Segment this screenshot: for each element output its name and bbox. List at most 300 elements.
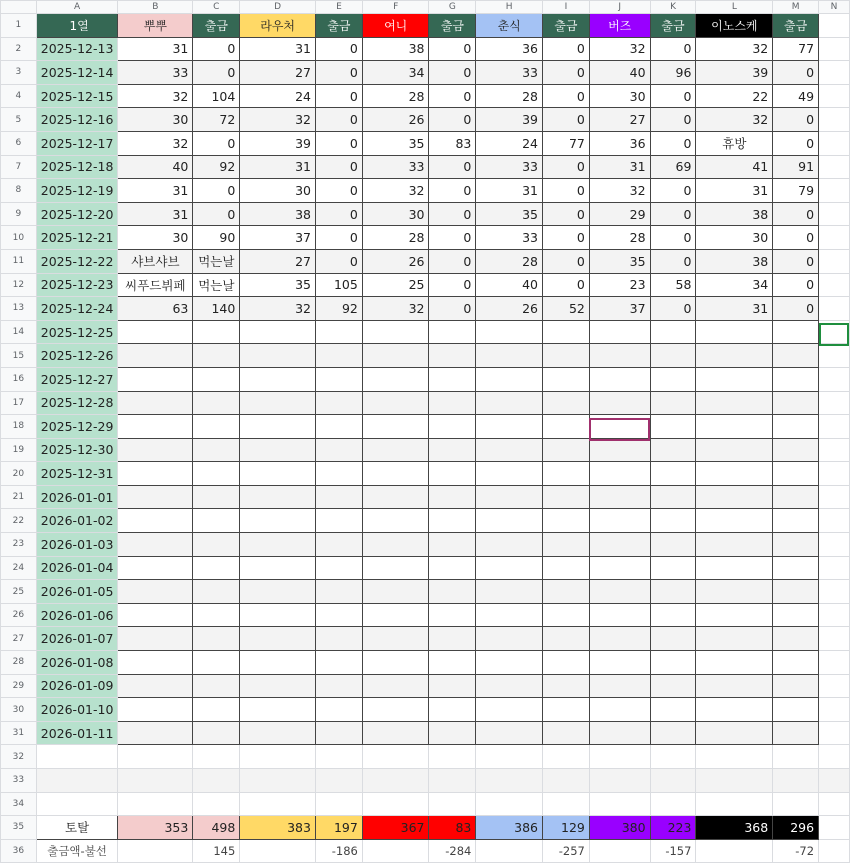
header-cell[interactable]: 출금	[543, 14, 590, 38]
value-cell[interactable]	[118, 462, 193, 486]
value-cell[interactable]: 30	[589, 84, 650, 108]
empty-cell[interactable]	[819, 651, 850, 675]
empty-cell[interactable]	[819, 533, 850, 557]
empty-cell[interactable]	[819, 37, 850, 61]
value-cell[interactable]: 41	[696, 155, 773, 179]
value-cell[interactable]	[240, 320, 316, 344]
value-cell[interactable]: 32	[696, 37, 773, 61]
value-cell[interactable]: 30	[240, 179, 316, 203]
empty-cell[interactable]	[362, 769, 429, 793]
total-value-cell[interactable]: 129	[543, 816, 590, 840]
total-value-cell[interactable]: 498	[193, 816, 240, 840]
value-cell[interactable]: 28	[476, 84, 543, 108]
date-cell[interactable]: 2025-12-16	[36, 108, 118, 132]
value-cell[interactable]: 0	[773, 226, 819, 250]
value-cell[interactable]	[362, 533, 429, 557]
value-cell[interactable]	[696, 320, 773, 344]
column-header-b[interactable]: B	[118, 1, 193, 14]
value-cell[interactable]	[315, 320, 362, 344]
empty-cell[interactable]	[543, 792, 590, 816]
value-cell[interactable]	[429, 698, 476, 722]
value-cell[interactable]: 0	[429, 84, 476, 108]
value-cell[interactable]: 0	[650, 131, 696, 155]
row-number[interactable]: 27	[1, 627, 37, 651]
row-number[interactable]: 20	[1, 462, 37, 486]
value-cell[interactable]	[118, 674, 193, 698]
date-cell[interactable]: 2025-12-14	[36, 61, 118, 85]
date-cell[interactable]: 2025-12-18	[36, 155, 118, 179]
value-cell[interactable]: 33	[476, 226, 543, 250]
value-cell[interactable]	[240, 533, 316, 557]
value-cell[interactable]	[773, 580, 819, 604]
value-cell[interactable]: 31	[240, 155, 316, 179]
value-cell[interactable]: 0	[193, 179, 240, 203]
value-cell[interactable]	[476, 415, 543, 439]
row-number[interactable]: 25	[1, 580, 37, 604]
value-cell[interactable]	[429, 674, 476, 698]
value-cell[interactable]: 30	[362, 202, 429, 226]
row-number[interactable]: 8	[1, 179, 37, 203]
row-number[interactable]: 34	[1, 792, 37, 816]
value-cell[interactable]: 90	[193, 226, 240, 250]
date-cell[interactable]: 2025-12-13	[36, 37, 118, 61]
value-cell[interactable]: 먹는날	[193, 273, 240, 297]
empty-cell[interactable]	[315, 769, 362, 793]
value-cell[interactable]: 31	[476, 179, 543, 203]
value-cell[interactable]	[476, 367, 543, 391]
value-cell[interactable]	[696, 556, 773, 580]
value-cell[interactable]: 24	[476, 131, 543, 155]
empty-cell[interactable]	[429, 769, 476, 793]
value-cell[interactable]	[696, 485, 773, 509]
empty-cell[interactable]	[819, 792, 850, 816]
value-cell[interactable]: 39	[696, 61, 773, 85]
value-cell[interactable]: 40	[118, 155, 193, 179]
empty-cell[interactable]	[193, 745, 240, 769]
value-cell[interactable]: 0	[773, 131, 819, 155]
empty-cell[interactable]	[36, 792, 118, 816]
header-cell[interactable]: 출금	[650, 14, 696, 38]
value-cell[interactable]: 0	[773, 108, 819, 132]
row-number[interactable]: 10	[1, 226, 37, 250]
value-cell[interactable]	[773, 367, 819, 391]
value-cell[interactable]: 32	[240, 108, 316, 132]
value-cell[interactable]: 0	[429, 37, 476, 61]
value-cell[interactable]	[589, 533, 650, 557]
empty-cell[interactable]	[429, 792, 476, 816]
value-cell[interactable]	[543, 485, 590, 509]
value-cell[interactable]	[240, 391, 316, 415]
value-cell[interactable]: 0	[650, 249, 696, 273]
value-cell[interactable]: 104	[193, 84, 240, 108]
value-cell[interactable]	[118, 580, 193, 604]
date-cell[interactable]: 2025-12-31	[36, 462, 118, 486]
value-cell[interactable]	[773, 415, 819, 439]
value-cell[interactable]	[240, 627, 316, 651]
value-cell[interactable]: 31	[118, 202, 193, 226]
value-cell[interactable]: 0	[543, 155, 590, 179]
empty-cell[interactable]	[589, 792, 650, 816]
value-cell[interactable]: 29	[589, 202, 650, 226]
empty-cell[interactable]	[819, 131, 850, 155]
row-number[interactable]: 1	[1, 14, 37, 38]
total-value-cell[interactable]: 383	[240, 816, 316, 840]
value-cell[interactable]	[696, 721, 773, 745]
date-cell[interactable]: 2025-12-19	[36, 179, 118, 203]
value-cell[interactable]	[589, 651, 650, 675]
value-cell[interactable]: 32	[589, 179, 650, 203]
value-cell[interactable]	[429, 580, 476, 604]
value-cell[interactable]	[240, 367, 316, 391]
value-cell[interactable]: 28	[362, 84, 429, 108]
value-cell[interactable]	[696, 698, 773, 722]
value-cell[interactable]	[429, 415, 476, 439]
value-cell[interactable]	[429, 344, 476, 368]
row-number[interactable]: 31	[1, 721, 37, 745]
diff-value-cell[interactable]: 145	[193, 839, 240, 863]
value-cell[interactable]: 58	[650, 273, 696, 297]
empty-cell[interactable]	[589, 769, 650, 793]
value-cell[interactable]: 38	[696, 202, 773, 226]
value-cell[interactable]	[696, 674, 773, 698]
value-cell[interactable]	[429, 651, 476, 675]
value-cell[interactable]: 36	[589, 131, 650, 155]
value-cell[interactable]: 0	[543, 61, 590, 85]
column-header-l[interactable]: L	[696, 1, 773, 14]
value-cell[interactable]	[240, 698, 316, 722]
empty-cell[interactable]	[819, 344, 850, 368]
value-cell[interactable]	[589, 698, 650, 722]
empty-cell[interactable]	[118, 792, 193, 816]
value-cell[interactable]: 83	[429, 131, 476, 155]
empty-cell[interactable]	[362, 745, 429, 769]
header-cell[interactable]: 라우처	[240, 14, 316, 38]
value-cell[interactable]: 0	[650, 179, 696, 203]
value-cell[interactable]	[696, 627, 773, 651]
empty-cell[interactable]	[819, 179, 850, 203]
value-cell[interactable]: 0	[773, 202, 819, 226]
value-cell[interactable]: 35	[476, 202, 543, 226]
value-cell[interactable]: 0	[429, 297, 476, 321]
value-cell[interactable]	[362, 485, 429, 509]
value-cell[interactable]	[650, 438, 696, 462]
value-cell[interactable]: 31	[118, 37, 193, 61]
value-cell[interactable]	[543, 556, 590, 580]
header-cell[interactable]: 출금	[315, 14, 362, 38]
date-cell[interactable]: 2026-01-06	[36, 603, 118, 627]
value-cell[interactable]	[650, 391, 696, 415]
value-cell[interactable]	[543, 415, 590, 439]
date-cell[interactable]: 2025-12-26	[36, 344, 118, 368]
value-cell[interactable]: 0	[650, 37, 696, 61]
value-cell[interactable]	[589, 509, 650, 533]
column-header-m[interactable]: M	[773, 1, 819, 14]
row-number[interactable]: 26	[1, 603, 37, 627]
row-number[interactable]: 24	[1, 556, 37, 580]
value-cell[interactable]: 0	[773, 61, 819, 85]
empty-cell[interactable]	[819, 438, 850, 462]
empty-cell[interactable]	[589, 745, 650, 769]
row-number[interactable]: 21	[1, 485, 37, 509]
empty-cell[interactable]	[819, 297, 850, 321]
value-cell[interactable]	[589, 556, 650, 580]
value-cell[interactable]: 35	[589, 249, 650, 273]
value-cell[interactable]	[543, 509, 590, 533]
date-cell[interactable]: 2025-12-22	[36, 249, 118, 273]
value-cell[interactable]	[696, 415, 773, 439]
value-cell[interactable]: 105	[315, 273, 362, 297]
value-cell[interactable]	[315, 698, 362, 722]
value-cell[interactable]	[773, 391, 819, 415]
value-cell[interactable]	[362, 320, 429, 344]
total-value-cell[interactable]: 83	[429, 816, 476, 840]
value-cell[interactable]: 0	[543, 226, 590, 250]
value-cell[interactable]	[589, 721, 650, 745]
value-cell[interactable]: 휴방	[696, 131, 773, 155]
value-cell[interactable]	[476, 580, 543, 604]
value-cell[interactable]: 35	[362, 131, 429, 155]
value-cell[interactable]	[589, 603, 650, 627]
value-cell[interactable]	[193, 415, 240, 439]
value-cell[interactable]	[696, 533, 773, 557]
value-cell[interactable]	[193, 438, 240, 462]
value-cell[interactable]: 39	[240, 131, 316, 155]
value-cell[interactable]	[193, 556, 240, 580]
total-value-cell[interactable]: 296	[773, 816, 819, 840]
value-cell[interactable]	[476, 533, 543, 557]
value-cell[interactable]: 0	[315, 179, 362, 203]
value-cell[interactable]	[476, 344, 543, 368]
date-cell[interactable]: 2026-01-05	[36, 580, 118, 604]
diff-value-cell[interactable]: -186	[315, 839, 362, 863]
value-cell[interactable]	[429, 556, 476, 580]
empty-cell[interactable]	[819, 202, 850, 226]
value-cell[interactable]	[240, 651, 316, 675]
value-cell[interactable]: 40	[589, 61, 650, 85]
value-cell[interactable]: 33	[362, 155, 429, 179]
value-cell[interactable]: 30	[118, 108, 193, 132]
value-cell[interactable]	[315, 556, 362, 580]
empty-cell[interactable]	[819, 580, 850, 604]
empty-cell[interactable]	[819, 698, 850, 722]
value-cell[interactable]	[362, 603, 429, 627]
column-header-j[interactable]: J	[589, 1, 650, 14]
value-cell[interactable]	[589, 320, 650, 344]
empty-cell[interactable]	[819, 226, 850, 250]
value-cell[interactable]	[476, 462, 543, 486]
value-cell[interactable]	[362, 556, 429, 580]
empty-cell[interactable]	[193, 792, 240, 816]
empty-cell[interactable]	[773, 745, 819, 769]
row-number[interactable]: 30	[1, 698, 37, 722]
value-cell[interactable]: 39	[476, 108, 543, 132]
value-cell[interactable]	[589, 580, 650, 604]
value-cell[interactable]	[315, 438, 362, 462]
value-cell[interactable]: 0	[193, 61, 240, 85]
value-cell[interactable]: 0	[315, 108, 362, 132]
column-header-n[interactable]: N	[819, 1, 850, 14]
value-cell[interactable]	[429, 438, 476, 462]
value-cell[interactable]	[696, 391, 773, 415]
row-number[interactable]: 32	[1, 745, 37, 769]
value-cell[interactable]	[362, 415, 429, 439]
value-cell[interactable]: 0	[429, 249, 476, 273]
value-cell[interactable]: 31	[696, 179, 773, 203]
empty-cell[interactable]	[240, 745, 316, 769]
value-cell[interactable]: 77	[773, 37, 819, 61]
value-cell[interactable]: 0	[650, 226, 696, 250]
value-cell[interactable]	[240, 603, 316, 627]
empty-cell[interactable]	[819, 839, 850, 863]
empty-cell[interactable]	[819, 674, 850, 698]
empty-cell[interactable]	[819, 249, 850, 273]
date-cell[interactable]: 2026-01-08	[36, 651, 118, 675]
value-cell[interactable]: 32	[589, 37, 650, 61]
value-cell[interactable]	[476, 509, 543, 533]
date-cell[interactable]: 2025-12-24	[36, 297, 118, 321]
row-number[interactable]: 16	[1, 367, 37, 391]
empty-cell[interactable]	[696, 792, 773, 816]
value-cell[interactable]: 69	[650, 155, 696, 179]
value-cell[interactable]	[543, 580, 590, 604]
value-cell[interactable]: 24	[240, 84, 316, 108]
value-cell[interactable]	[696, 509, 773, 533]
value-cell[interactable]	[315, 533, 362, 557]
value-cell[interactable]	[696, 344, 773, 368]
row-number[interactable]: 15	[1, 344, 37, 368]
row-number[interactable]: 3	[1, 61, 37, 85]
value-cell[interactable]	[773, 721, 819, 745]
value-cell[interactable]	[118, 627, 193, 651]
value-cell[interactable]: 33	[118, 61, 193, 85]
row-number[interactable]: 23	[1, 533, 37, 557]
value-cell[interactable]	[193, 651, 240, 675]
value-cell[interactable]: 0	[193, 202, 240, 226]
empty-cell[interactable]	[315, 792, 362, 816]
value-cell[interactable]	[315, 674, 362, 698]
row-number[interactable]: 18	[1, 415, 37, 439]
value-cell[interactable]	[429, 485, 476, 509]
value-cell[interactable]	[118, 438, 193, 462]
date-cell[interactable]: 2025-12-30	[36, 438, 118, 462]
value-cell[interactable]: 38	[240, 202, 316, 226]
value-cell[interactable]	[696, 651, 773, 675]
empty-cell[interactable]	[819, 745, 850, 769]
value-cell[interactable]	[650, 603, 696, 627]
empty-cell[interactable]	[240, 792, 316, 816]
total-value-cell[interactable]: 197	[315, 816, 362, 840]
value-cell[interactable]	[429, 603, 476, 627]
value-cell[interactable]	[362, 651, 429, 675]
header-cell[interactable]: 1열	[36, 14, 118, 38]
date-cell[interactable]: 2026-01-09	[36, 674, 118, 698]
value-cell[interactable]: 77	[543, 131, 590, 155]
value-cell[interactable]	[429, 367, 476, 391]
value-cell[interactable]	[543, 721, 590, 745]
value-cell[interactable]	[193, 627, 240, 651]
empty-cell[interactable]	[118, 745, 193, 769]
row-number[interactable]: 11	[1, 249, 37, 273]
value-cell[interactable]	[589, 627, 650, 651]
value-cell[interactable]: 22	[696, 84, 773, 108]
value-cell[interactable]	[118, 651, 193, 675]
value-cell[interactable]	[773, 651, 819, 675]
value-cell[interactable]	[315, 391, 362, 415]
value-cell[interactable]	[476, 627, 543, 651]
total-label[interactable]: 토탈	[36, 816, 118, 840]
value-cell[interactable]	[543, 674, 590, 698]
value-cell[interactable]	[193, 367, 240, 391]
value-cell[interactable]	[362, 438, 429, 462]
date-cell[interactable]: 2025-12-27	[36, 367, 118, 391]
total-value-cell[interactable]: 368	[696, 816, 773, 840]
value-cell[interactable]	[476, 485, 543, 509]
row-number[interactable]: 35	[1, 816, 37, 840]
diff-value-cell[interactable]: -72	[773, 839, 819, 863]
value-cell[interactable]	[476, 651, 543, 675]
value-cell[interactable]: 26	[362, 249, 429, 273]
value-cell[interactable]	[773, 344, 819, 368]
date-cell[interactable]: 2026-01-10	[36, 698, 118, 722]
value-cell[interactable]: 72	[193, 108, 240, 132]
empty-cell[interactable]	[315, 745, 362, 769]
row-number[interactable]: 6	[1, 131, 37, 155]
value-cell[interactable]	[476, 391, 543, 415]
value-cell[interactable]	[650, 721, 696, 745]
row-number[interactable]: 33	[1, 769, 37, 793]
value-cell[interactable]	[118, 556, 193, 580]
value-cell[interactable]: 40	[476, 273, 543, 297]
value-cell[interactable]	[773, 462, 819, 486]
value-cell[interactable]: 0	[543, 202, 590, 226]
value-cell[interactable]	[650, 674, 696, 698]
value-cell[interactable]: 0	[543, 249, 590, 273]
value-cell[interactable]	[543, 627, 590, 651]
value-cell[interactable]	[543, 462, 590, 486]
value-cell[interactable]: 32	[118, 84, 193, 108]
value-cell[interactable]: 32	[362, 297, 429, 321]
value-cell[interactable]: 96	[650, 61, 696, 85]
value-cell[interactable]	[193, 485, 240, 509]
value-cell[interactable]	[362, 509, 429, 533]
diff-label[interactable]: 출금액-불선	[36, 839, 118, 863]
value-cell[interactable]	[476, 721, 543, 745]
total-value-cell[interactable]: 223	[650, 816, 696, 840]
diff-value-cell[interactable]	[118, 839, 193, 863]
value-cell[interactable]	[543, 698, 590, 722]
value-cell[interactable]	[362, 721, 429, 745]
value-cell[interactable]	[315, 367, 362, 391]
diff-value-cell[interactable]	[362, 839, 429, 863]
date-cell[interactable]: 2025-12-20	[36, 202, 118, 226]
value-cell[interactable]	[429, 391, 476, 415]
header-cell[interactable]: 출금	[773, 14, 819, 38]
value-cell[interactable]	[362, 391, 429, 415]
value-cell[interactable]	[315, 509, 362, 533]
date-cell[interactable]: 2026-01-04	[36, 556, 118, 580]
value-cell[interactable]: 0	[315, 131, 362, 155]
value-cell[interactable]	[589, 391, 650, 415]
value-cell[interactable]	[118, 533, 193, 557]
value-cell[interactable]: 38	[696, 249, 773, 273]
diff-value-cell[interactable]	[476, 839, 543, 863]
value-cell[interactable]: 92	[193, 155, 240, 179]
value-cell[interactable]: 0	[315, 226, 362, 250]
value-cell[interactable]: 32	[118, 131, 193, 155]
row-number[interactable]: 13	[1, 297, 37, 321]
empty-cell[interactable]	[650, 745, 696, 769]
select-all-corner[interactable]	[1, 1, 37, 14]
